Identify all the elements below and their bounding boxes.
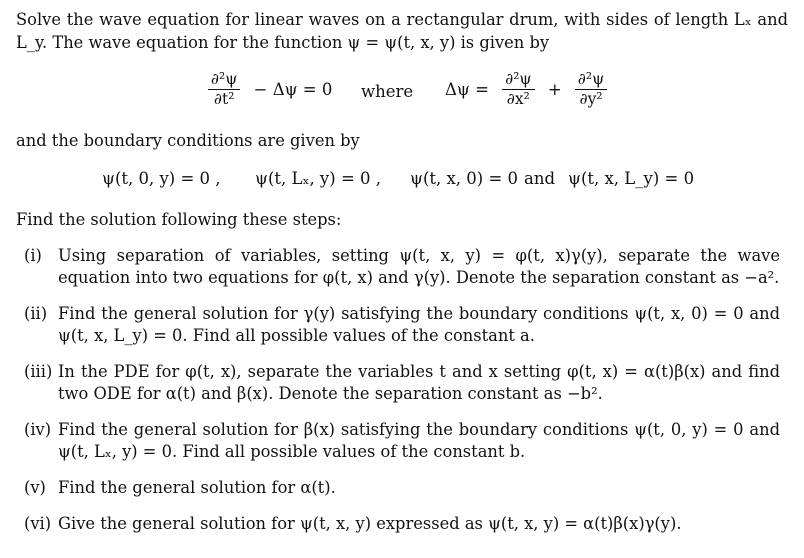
wave-equation — [205, 70, 337, 109]
plus-sign: + — [547, 80, 562, 99]
step-item — [24, 361, 780, 405]
x-derivative-denominator: ∂x² — [506, 90, 530, 108]
step-text: Give the general solution for ψ(t, x, y) expressed as ψ(t, x, y) = α(t)β(x)γ(y). — [58, 514, 682, 533]
equation-lhs-rest: − Δψ = 0 — [253, 80, 333, 99]
step-item — [24, 513, 780, 535]
step-text: Find the general solution for α(t). — [58, 478, 336, 497]
y-derivative-numerator: ∂²ψ — [575, 70, 607, 90]
step-text: Find the general solution for γ(y) satisfying the boundary conditions ψ(t, x, 0) = 0 and ψ(t, x, L_y) = 0. Find all possible values of the constant a. — [58, 304, 780, 345]
x-derivative-numerator: ∂²ψ — [502, 70, 534, 90]
y-derivative-fraction — [575, 70, 607, 109]
where-label: where — [361, 82, 414, 101]
boundary-condition-4: ψ(t, x, L_y) = 0 — [568, 169, 695, 188]
step-label: (vi) — [24, 514, 52, 533]
step-text: Find the general solution for β(x) satisfying the boundary conditions ψ(t, 0, y) = 0 and ψ(t, Lₓ, y) = 0. Find all possible values of the constant b. — [58, 420, 780, 461]
laplacian-definition — [440, 70, 610, 109]
step-label: (v) — [24, 478, 46, 497]
step-label: (i) — [24, 246, 42, 265]
laplacian-prefix: Δψ = — [445, 80, 489, 99]
step-text: In the PDE for φ(t, x), separate the variables t and x setting φ(t, x) = α(t)β(x) and find two ODE for α(t) and β(x). Denote the separation constant as −b². — [58, 362, 780, 403]
time-derivative-numerator: ∂²ψ — [208, 70, 240, 90]
step-label: (iii) — [24, 362, 53, 381]
step-text: Using separation of variables, setting ψ(t, x, y) = φ(t, x)γ(y), separate the wave equation into two equations for φ(t, x) and γ(y). Denote the separation constant as −a². — [58, 246, 780, 287]
boundary-and-label: and — [524, 169, 556, 188]
steps-intro: Find the solution following these steps: — [16, 210, 342, 229]
step-label: (ii) — [24, 304, 48, 323]
boundary-intro: and the boundary conditions are given by — [16, 131, 360, 150]
time-derivative-fraction — [208, 70, 240, 109]
step-item — [24, 245, 780, 289]
time-derivative-denominator: ∂t² — [213, 90, 235, 108]
step-item — [24, 419, 780, 463]
boundary-condition-3: ψ(t, x, 0) = 0 — [410, 169, 519, 188]
y-derivative-denominator: ∂y² — [579, 90, 603, 108]
boundary-condition-1: ψ(t, 0, y) = 0 , — [102, 169, 221, 188]
boundary-condition-2: ψ(t, Lₓ, y) = 0 , — [255, 169, 381, 188]
step-item — [24, 477, 780, 499]
step-label: (iv) — [24, 420, 52, 439]
step-item — [24, 303, 780, 347]
intro-paragraph: Solve the wave equation for linear waves on a rectangular drum, with sides of length Lₓ and L_y. The wave equation for the function ψ = ψ(t, x, y) is given by — [16, 10, 788, 52]
x-derivative-fraction — [502, 70, 534, 109]
